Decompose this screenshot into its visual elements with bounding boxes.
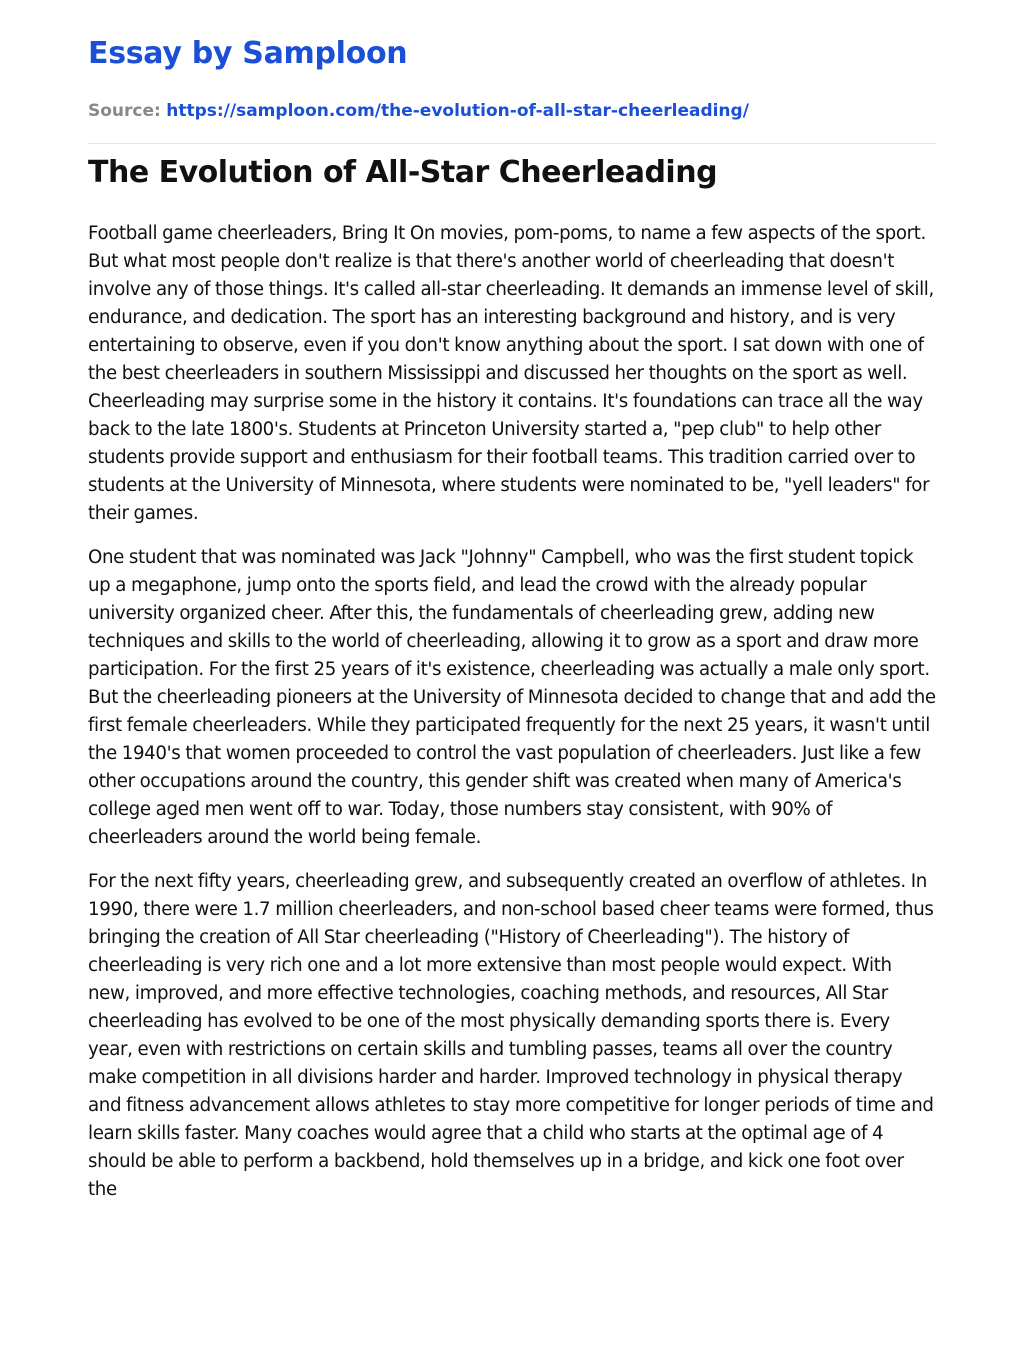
site-brand-heading: Essay by Samploon bbox=[88, 36, 408, 71]
essay-body bbox=[88, 220, 936, 1220]
essay-paragraph-1: Football game cheerleaders, Bring It On movies, pom-poms, to name a few aspects of the sport. But what most people don't realize is that there's another world of cheerleading that doesn't involve any of those things. It's called all-star cheerleading. It demands an immense level of skill, endurance, and dedication. The sport has an interesting background and history, and is very entertaining to observe, even if you don't know anything about the sport. I sat down with one of the best cheerleaders in southern Mississippi and discussed her thoughts on the sport as well. Cheerleading may surprise some in the history it contains. It's foundations can trace all the way back to the late 1800's. Students at Princeton University started a, "pep club" to help other students provide support and enthusiasm for their football teams. This tradition carried over to students at the University of Minnesota, where students were nominated to be, "yell leaders" for their games. bbox=[88, 223, 934, 524]
source-link[interactable]: https://samploon.com/the-evolution-of-all-star-cheerleading/ bbox=[166, 101, 749, 121]
essay-paragraph-3: For the next fifty years, cheerleading grew, and subsequently created an overflow of athletes. In 1990, there were 1.7 million cheerleaders, and non-school based cheer teams were formed, thus bringing the creation of All Star cheerleading ("History of Cheerleading"). The history of cheerleading is very rich one and a lot more extensive than most people would expect. With new, improved, and more effective technologies, coaching methods, and resources, All Star cheerleading has evolved to be one of the most physically demanding sports there is. Every year, even with restrictions on certain skills and tumbling passes, teams all over the country make competition in all divisions harder and harder. Improved technology in physical therapy and fitness advancement allows athletes to stay more competitive for longer periods of time and learn skills faster. Many coaches would agree that a child who starts at the optimal age of 4 should be able to perform a backbend, hold themselves up in a bridge, and kick one foot over the bbox=[88, 871, 934, 1200]
essay-paragraph-2: One student that was nominated was Jack "Johnny" Campbell, who was the first student topick up a megaphone, jump onto the sports field, and lead the crowd with the already popular university organized cheer. After this, the fundamentals of cheerleading grew, adding new techniques and skills to the world of cheerleading, allowing it to grow as a sport and draw more participation. For the first 25 years of it's existence, cheerleading was actually a male only sport. But the cheerleading pioneers at the University of Minnesota decided to change that and add the first female cheerleaders. While they participated frequently for the next 25 years, it wasn't until the 1940's that women proceeded to control the vast population of cheerleaders. Just like a few other occupations around the country, this gender shift was created when many of America's college aged men went off to war. Today, those numbers stay consistent, with 90% of cheerleaders around the world being female. bbox=[88, 547, 936, 848]
source-line bbox=[88, 101, 749, 121]
essay-title: The Evolution of All-Star Cheerleading bbox=[88, 155, 718, 190]
header-divider bbox=[88, 143, 936, 144]
source-label: Source: bbox=[88, 101, 161, 121]
